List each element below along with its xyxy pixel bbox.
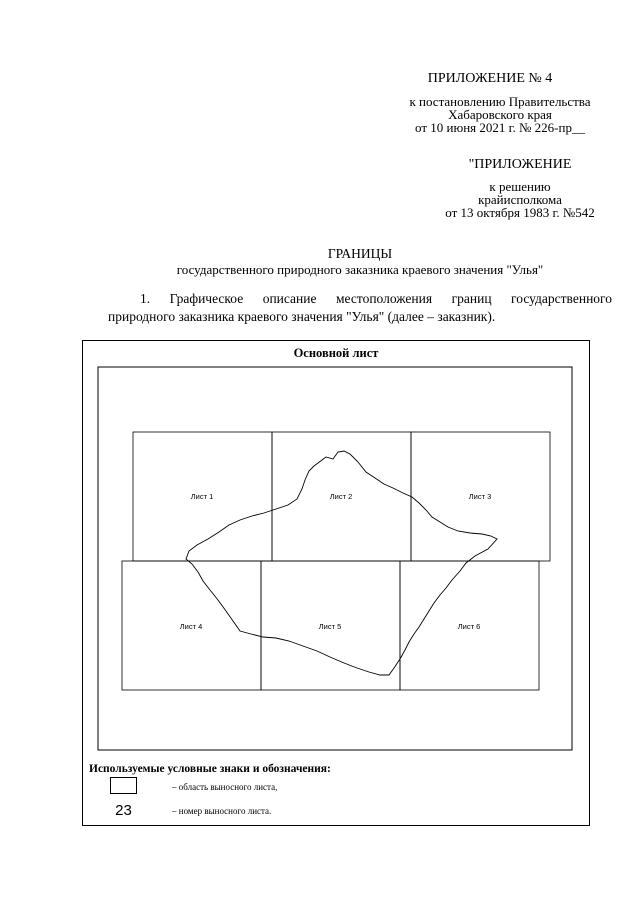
sheet-2-label: Лист 2 xyxy=(329,492,353,501)
page-title: ГРАНИЦЫ xyxy=(327,246,393,261)
sheet-3-label: Лист 3 xyxy=(468,492,492,501)
map-heading: Основной лист xyxy=(293,346,379,360)
appendix-title: ПРИЛОЖЕНИЕ № 4 xyxy=(427,71,553,86)
legend-item-number: – номер выносного листа. xyxy=(172,806,272,816)
paragraph-line-1: 1. Графическое описание местоположения границ государственного xyxy=(140,291,612,306)
sheet-1-label: Лист 1 xyxy=(190,492,214,501)
sheet-4-label: Лист 4 xyxy=(179,622,203,631)
sheet-5-label: Лист 5 xyxy=(318,622,342,631)
legend-item-area: – область выносного листа, xyxy=(172,782,278,792)
original-appendix-decision: к решению xyxy=(489,179,551,194)
original-appendix-date: от 13 октября 1983 г. №542 xyxy=(445,205,595,220)
page-subtitle: государственного природного заказника краевого значения "Улья" xyxy=(176,262,544,277)
paragraph-line-2: природного заказника краевого значения "Улья" (далее – заказник). xyxy=(108,309,496,324)
map-inner-frame xyxy=(98,367,572,750)
appendix-date: от 10 июня 2021 г. № 226-пр__ xyxy=(415,120,585,135)
legend-sheet-number-sample: 23 xyxy=(115,802,132,819)
appendix-decree: к постановлению Правительства xyxy=(409,94,591,109)
sheet-6-label: Лист 6 xyxy=(457,622,481,631)
legend-heading: Используемые условные знаки и обозначения: xyxy=(89,763,331,775)
original-appendix-title: "ПРИЛОЖЕНИЕ xyxy=(468,157,572,172)
appendix-region: Хабаровского края xyxy=(448,107,552,122)
reserve-boundary xyxy=(186,451,497,675)
legend-sheet-area-symbol xyxy=(110,777,137,794)
original-appendix-authority: крайисполкома xyxy=(478,192,562,207)
